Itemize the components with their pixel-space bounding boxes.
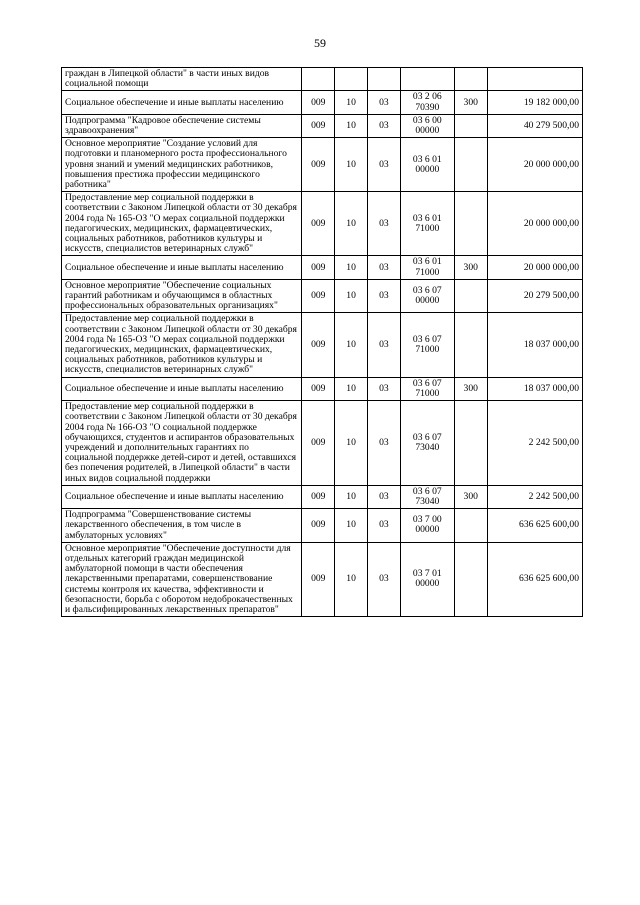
table-row — [62, 313, 583, 377]
row-sum: 2 242 500,00 — [487, 485, 582, 508]
row-code: 009 — [302, 138, 335, 192]
table-row — [62, 377, 583, 400]
row-subsection: 03 — [368, 114, 401, 137]
row-expense-type: 300 — [454, 485, 487, 508]
row-section: 10 — [335, 542, 368, 616]
row-subsection — [368, 68, 401, 91]
row-sum: 636 625 600,00 — [487, 509, 582, 543]
row-article: 03 7 01 00000 — [400, 542, 454, 616]
row-article: 03 2 06 70390 — [400, 91, 454, 114]
row-name: Основное мероприятие "Создание условий для подготовки и планомерного роста профессионального уровня знаний и умений медицинских работников, повышения престижа профессии медицинского работника" — [62, 138, 302, 192]
row-sum: 20 000 000,00 — [487, 256, 582, 279]
row-article: 03 6 07 71000 — [400, 313, 454, 377]
row-section — [335, 68, 368, 91]
row-name: Социальное обеспечение и иные выплаты населению — [62, 256, 302, 279]
row-name: Основное мероприятие "Обеспечение социальных гарантий работникам и обучающимся в областных профессиональных образовательных организациях" — [62, 279, 302, 313]
row-section: 10 — [335, 401, 368, 486]
row-subsection: 03 — [368, 91, 401, 114]
row-code: 009 — [302, 377, 335, 400]
row-sum: 19 182 000,00 — [487, 91, 582, 114]
row-name: Предоставление мер социальной поддержки в соответствии с Законом Липецкой области от 30 декабря 2004 года № 165-ОЗ "О мерах социальной поддержки педагогических, медицинских, фармацевтических, социальных работников, работников культуры и искусств, специалистов ветеринарных служб" — [62, 313, 302, 377]
row-sum: 20 279 500,00 — [487, 279, 582, 313]
row-section: 10 — [335, 256, 368, 279]
row-code: 009 — [302, 401, 335, 486]
row-code: 009 — [302, 509, 335, 543]
table-row — [62, 509, 583, 543]
row-sum: 20 000 000,00 — [487, 138, 582, 192]
row-subsection: 03 — [368, 485, 401, 508]
row-section: 10 — [335, 192, 368, 256]
row-subsection: 03 — [368, 256, 401, 279]
table-row — [62, 192, 583, 256]
row-name: Предоставление мер социальной поддержки в соответствии с Законом Липецкой области от 30 декабря 2004 года № 165-ОЗ "О мерах социальной поддержки педагогических, медицинских, фармацевтических, социальных работников, работников культуры и искусств, специалистов ветеринарных служб" — [62, 192, 302, 256]
row-article: 03 6 07 71000 — [400, 377, 454, 400]
table-row — [62, 542, 583, 616]
row-code: 009 — [302, 279, 335, 313]
row-subsection: 03 — [368, 509, 401, 543]
row-expense-type — [454, 401, 487, 486]
row-article: 03 7 00 00000 — [400, 509, 454, 543]
row-section: 10 — [335, 91, 368, 114]
row-code: 009 — [302, 91, 335, 114]
row-expense-type: 300 — [454, 256, 487, 279]
row-article — [400, 68, 454, 91]
row-article: 03 6 07 00000 — [400, 279, 454, 313]
row-name: Основное мероприятие "Обеспечение доступности для отдельных категорий граждан медицинской амбулаторной помощи в части обеспечения лекарственными препаратами, совершенствование системы контроля их качества, эффективности и безопасности, борьба с оборотом недоброкачественных и фальсифицированных лекарственных препаратов" — [62, 542, 302, 616]
row-subsection: 03 — [368, 401, 401, 486]
row-expense-type — [454, 114, 487, 137]
row-expense-type — [454, 192, 487, 256]
table-row — [62, 114, 583, 137]
row-expense-type — [454, 313, 487, 377]
row-expense-type — [454, 509, 487, 543]
row-name: Социальное обеспечение и иные выплаты населению — [62, 377, 302, 400]
row-code: 009 — [302, 542, 335, 616]
table-row — [62, 401, 583, 486]
row-section: 10 — [335, 509, 368, 543]
table-row — [62, 68, 583, 91]
row-name: Подпрограмма "Совершенствование системы лекарственного обеспечения, в том числе в амбулаторных условиях" — [62, 509, 302, 543]
row-sum: 40 279 500,00 — [487, 114, 582, 137]
row-name: Социальное обеспечение и иные выплаты населению — [62, 91, 302, 114]
row-section: 10 — [335, 377, 368, 400]
row-expense-type: 300 — [454, 377, 487, 400]
row-code: 009 — [302, 114, 335, 137]
row-sum — [487, 68, 582, 91]
row-sum: 18 037 000,00 — [487, 377, 582, 400]
row-sum: 18 037 000,00 — [487, 313, 582, 377]
row-subsection: 03 — [368, 279, 401, 313]
table-row — [62, 485, 583, 508]
row-expense-type — [454, 138, 487, 192]
page-number: 59 — [314, 36, 326, 50]
row-subsection: 03 — [368, 313, 401, 377]
row-code: 009 — [302, 313, 335, 377]
row-section: 10 — [335, 279, 368, 313]
budget-table — [61, 67, 583, 617]
row-section: 10 — [335, 313, 368, 377]
row-subsection: 03 — [368, 377, 401, 400]
row-article: 03 6 07 73040 — [400, 401, 454, 486]
row-section: 10 — [335, 138, 368, 192]
row-subsection: 03 — [368, 542, 401, 616]
table-row — [62, 279, 583, 313]
row-article: 03 6 01 71000 — [400, 256, 454, 279]
row-section: 10 — [335, 485, 368, 508]
row-article: 03 6 07 73040 — [400, 485, 454, 508]
table-row — [62, 91, 583, 114]
row-sum: 2 242 500,00 — [487, 401, 582, 486]
table-row — [62, 138, 583, 192]
row-code: 009 — [302, 192, 335, 256]
row-name: Предоставление мер социальной поддержки в соответствии с Законом Липецкой области от 30 декабря 2004 года № 166-ОЗ "О социальной поддержке обучающихся, студентов и аспирантов образовательных учреждений и дополнительных гарантиях по социальной поддержке детей-сирот и детей, оставшихся без попечения родителей, в Липецкой области" в части иных видов социальной поддержки — [62, 401, 302, 486]
row-code — [302, 68, 335, 91]
row-sum: 20 000 000,00 — [487, 192, 582, 256]
row-expense-type: 300 — [454, 91, 487, 114]
table-row — [62, 256, 583, 279]
row-subsection: 03 — [368, 138, 401, 192]
row-article: 03 6 01 00000 — [400, 138, 454, 192]
row-name: Социальное обеспечение и иные выплаты населению — [62, 485, 302, 508]
row-name: граждан в Липецкой области" в части иных видов социальной помощи — [62, 68, 302, 91]
row-name: Подпрограмма "Кадровое обеспечение системы здравоохранения" — [62, 114, 302, 137]
row-subsection: 03 — [368, 192, 401, 256]
row-article: 03 6 01 71000 — [400, 192, 454, 256]
row-sum: 636 625 600,00 — [487, 542, 582, 616]
row-article: 03 6 00 00000 — [400, 114, 454, 137]
row-section: 10 — [335, 114, 368, 137]
row-expense-type — [454, 279, 487, 313]
row-expense-type — [454, 542, 487, 616]
row-code: 009 — [302, 256, 335, 279]
row-expense-type — [454, 68, 487, 91]
row-code: 009 — [302, 485, 335, 508]
